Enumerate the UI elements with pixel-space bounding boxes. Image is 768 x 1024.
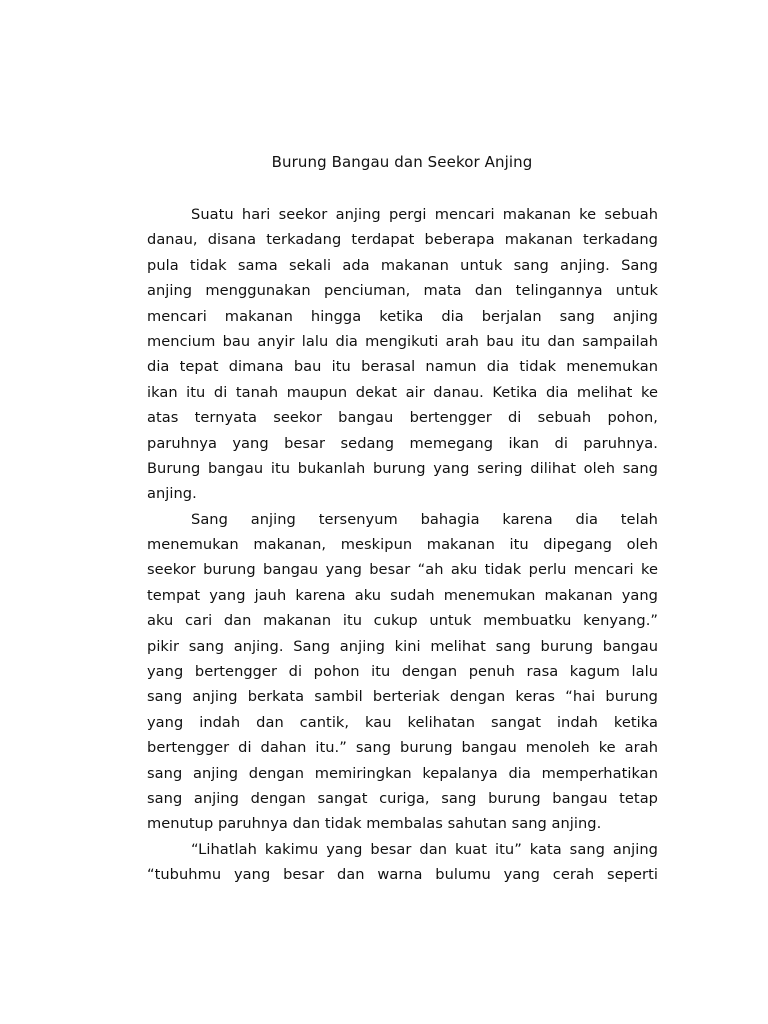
text-line: Burung bangau itu bukanlah burung yang sering dilihat oleh sang — [147, 459, 658, 477]
text-line: pikir sang anjing. Sang anjing kini melihat sang burung bangau — [147, 637, 658, 655]
text-line: sang anjing berkata sambil berteriak dengan keras “hai burung — [147, 688, 658, 706]
text-line: menutup paruhnya dan tidak membalas sahutan sang anjing. — [147, 815, 602, 833]
document-title: Burung Bangau dan Seekor Anjing — [271, 153, 533, 171]
document-body — [147, 202, 658, 888]
paragraph — [147, 837, 658, 888]
text-line: anjing menggunakan penciuman, mata dan telingannya untuk — [147, 282, 658, 300]
text-line: danau, disana terkadang terdapat beberapa makanan terkadang — [147, 231, 658, 249]
text-line: sang anjing dengan sangat curiga, sang burung bangau tetap — [147, 789, 658, 807]
text-line: paruhnya yang besar sedang memegang ikan di paruhnya. — [147, 434, 658, 452]
text-line: “tubuhmu yang besar dan warna bulumu yang cerah seperti — [147, 866, 658, 884]
text-line: yang bertengger di pohon itu dengan penuh rasa kagum lalu — [147, 663, 658, 681]
text-line: menemukan makanan, meskipun makanan itu dipegang oleh — [147, 536, 658, 554]
text-line: “Lihatlah kakimu yang besar dan kuat itu” kata sang anjing — [191, 840, 658, 858]
paragraph — [147, 202, 658, 507]
text-line: anjing. — [147, 485, 197, 503]
text-line: tempat yang jauh karena aku sudah menemukan makanan yang — [147, 586, 658, 604]
text-line: mencari makanan hingga ketika dia berjalan sang anjing — [147, 307, 658, 325]
text-line: mencium bau anyir lalu dia mengikuti arah bau itu dan sampailah — [147, 332, 658, 350]
text-line: seekor burung bangau yang besar “ah aku tidak perlu mencari ke — [147, 561, 658, 579]
text-line: Suatu hari seekor anjing pergi mencari makanan ke sebuah — [191, 206, 658, 223]
text-line: ikan itu di tanah maupun dekat air danau. Ketika dia melihat ke — [147, 383, 658, 401]
text-line: bertengger di dahan itu.” sang burung bangau menoleh ke arah — [147, 739, 658, 757]
text-line: pula tidak sama sekali ada makanan untuk sang anjing. Sang — [147, 256, 658, 274]
text-line: Sang anjing tersenyum bahagia karena dia telah — [191, 510, 658, 528]
text-line: sang anjing dengan memiringkan kepalanya dia memperhatikan — [147, 764, 658, 782]
text-line: dia tepat dimana bau itu berasal namun dia tidak menemukan — [147, 358, 658, 376]
paragraph — [147, 507, 658, 837]
text-line: yang indah dan cantik, kau kelihatan sangat indah ketika — [147, 713, 658, 731]
text-line: atas ternyata seekor bangau bertengger di sebuah pohon, — [147, 409, 658, 427]
text-line: aku cari dan makanan itu cukup untuk membuatku kenyang.” — [147, 612, 658, 630]
